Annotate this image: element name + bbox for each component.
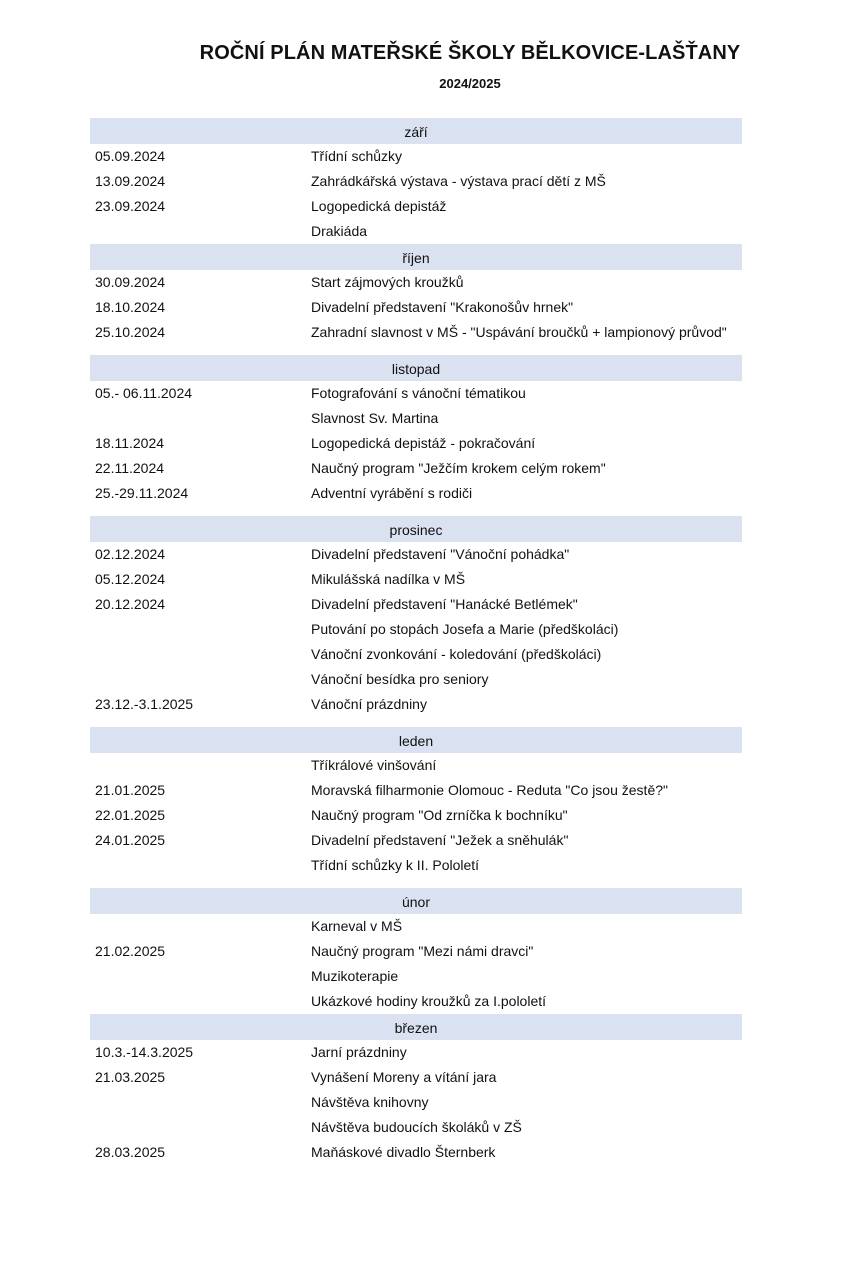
event-name: Muzikoterapie xyxy=(311,968,399,984)
event-name: Tříkrálové vinšování xyxy=(311,757,437,773)
event-row xyxy=(90,431,742,456)
event-name: Drakiáda xyxy=(311,223,368,239)
event-name: Návštěva budoucích školáků v ZŠ xyxy=(311,1119,522,1135)
event-name: Zahradní slavnost v MŠ - "Uspávání broučků + lampionový průvod" xyxy=(311,324,727,340)
event-row xyxy=(90,481,742,506)
annual-plan-table xyxy=(90,118,742,1165)
event-row xyxy=(90,667,742,692)
month-header: září xyxy=(90,118,742,144)
event-row xyxy=(90,964,742,989)
month-section xyxy=(90,355,742,516)
event-row xyxy=(90,567,742,592)
event-date: 21.03.2025 xyxy=(95,1069,166,1085)
event-name: Fotografování s vánoční tématikou xyxy=(311,385,526,401)
event-row xyxy=(90,144,742,169)
event-row xyxy=(90,617,742,642)
event-row xyxy=(90,295,742,320)
event-row xyxy=(90,592,742,617)
month-header: březen xyxy=(90,1014,742,1040)
event-date: 18.11.2024 xyxy=(95,435,165,451)
event-row xyxy=(90,219,742,244)
event-name: Naučný program "Od zrníčka k bochníku" xyxy=(311,807,568,823)
month-section xyxy=(90,516,742,727)
event-name: Vynášení Moreny a vítání jara xyxy=(311,1069,497,1085)
section-spacer xyxy=(90,506,742,516)
event-row xyxy=(90,753,742,778)
event-date: 25.-29.11.2024 xyxy=(95,485,189,501)
event-name: Karneval v MŠ xyxy=(311,918,403,934)
event-name: Divadelní představení "Hanácké Betlémek" xyxy=(311,596,578,612)
section-spacer xyxy=(90,717,742,727)
month-header: únor xyxy=(90,888,742,914)
event-name: Naučný program "Ježčím krokem celým rokem" xyxy=(311,460,606,476)
event-name: Adventní vyrábění s rodiči xyxy=(311,485,473,501)
event-row xyxy=(90,320,742,345)
month-header: prosinec xyxy=(90,516,742,542)
event-date: 22.01.2025 xyxy=(95,807,166,823)
event-date: 10.3.-14.3.2025 xyxy=(95,1044,194,1060)
event-row xyxy=(90,642,742,667)
event-name: Naučný program "Mezi námi dravci" xyxy=(311,943,534,959)
event-name: Třídní schůzky k II. Pololetí xyxy=(311,857,480,873)
month-header: leden xyxy=(90,727,742,753)
event-name: Vánoční prázdniny xyxy=(311,696,427,712)
event-name: Logopedická depistáž - pokračování xyxy=(311,435,536,451)
event-row xyxy=(90,406,742,431)
event-date: 28.03.2025 xyxy=(95,1144,166,1160)
month-section xyxy=(90,244,742,355)
event-row xyxy=(90,692,742,717)
event-date: 05.09.2024 xyxy=(95,148,166,164)
month-section xyxy=(90,118,742,244)
event-date: 18.10.2024 xyxy=(95,299,166,315)
event-date: 30.09.2024 xyxy=(95,274,166,290)
school-year: 2024/2025 xyxy=(439,76,501,91)
event-name: Vánoční zvonkování - koledování (předškoláci) xyxy=(311,646,602,662)
event-name: Moravská filharmonie Olomouc - Reduta "Co jsou žestě?" xyxy=(311,782,668,798)
event-row xyxy=(90,456,742,481)
event-date: 02.12.2024 xyxy=(95,546,166,562)
event-date: 25.10.2024 xyxy=(95,324,166,340)
event-name: Logopedická depistáž xyxy=(311,198,447,214)
event-row xyxy=(90,194,742,219)
event-row xyxy=(90,1115,742,1140)
event-name: Divadelní představení "Ježek a sněhulák" xyxy=(311,832,569,848)
event-date: 05.- 06.11.2024 xyxy=(95,385,193,401)
event-name: Mikulášská nadílka v MŠ xyxy=(311,571,466,587)
event-date: 22.11.2024 xyxy=(95,460,165,476)
event-date: 21.02.2025 xyxy=(95,943,166,959)
event-name: Vánoční besídka pro seniory xyxy=(311,671,489,687)
event-name: Třídní schůzky xyxy=(311,148,403,164)
page-title: ROČNÍ PLÁN MATEŘSKÉ ŠKOLY BĚLKOVICE-LAŠŤANY xyxy=(199,42,741,64)
event-row xyxy=(90,1140,742,1165)
event-name: Slavnost Sv. Martina xyxy=(311,410,439,426)
event-name: Jarní prázdniny xyxy=(311,1044,407,1060)
event-name: Návštěva knihovny xyxy=(311,1094,429,1110)
event-name: Zahrádkářská výstava - výstava prací dětí z MŠ xyxy=(311,173,606,189)
event-row xyxy=(90,169,742,194)
event-row xyxy=(90,381,742,406)
event-date: 23.09.2024 xyxy=(95,198,166,214)
event-name: Ukázkové hodiny kroužků za I.pololetí xyxy=(311,993,547,1009)
month-section xyxy=(90,888,742,1014)
event-date: 05.12.2024 xyxy=(95,571,166,587)
event-row xyxy=(90,1040,742,1065)
event-name: Putování po stopách Josefa a Marie (předškoláci) xyxy=(311,621,619,637)
section-spacer xyxy=(90,345,742,355)
month-header: listopad xyxy=(90,355,742,381)
event-row xyxy=(90,914,742,939)
event-row xyxy=(90,542,742,567)
event-row xyxy=(90,1090,742,1115)
event-name: Divadelní představení "Vánoční pohádka" xyxy=(311,546,570,562)
event-date: 23.12.-3.1.2025 xyxy=(95,696,194,712)
event-name: Divadelní představení "Krakonošův hrnek" xyxy=(311,299,574,315)
event-row xyxy=(90,989,742,1014)
month-section xyxy=(90,1014,742,1165)
event-row xyxy=(90,939,742,964)
event-row xyxy=(90,1065,742,1090)
event-date: 24.01.2025 xyxy=(95,832,166,848)
event-name: Start zájmových kroužků xyxy=(311,274,464,290)
section-spacer xyxy=(90,878,742,888)
event-date: 13.09.2024 xyxy=(95,173,166,189)
event-row xyxy=(90,803,742,828)
event-row xyxy=(90,853,742,878)
event-date: 21.01.2025 xyxy=(95,782,166,798)
event-row xyxy=(90,270,742,295)
event-name: Maňáskové divadlo Šternberk xyxy=(311,1144,496,1160)
event-row xyxy=(90,828,742,853)
month-header: říjen xyxy=(90,244,742,270)
event-row xyxy=(90,778,742,803)
event-date: 20.12.2024 xyxy=(95,596,166,612)
month-section xyxy=(90,727,742,888)
